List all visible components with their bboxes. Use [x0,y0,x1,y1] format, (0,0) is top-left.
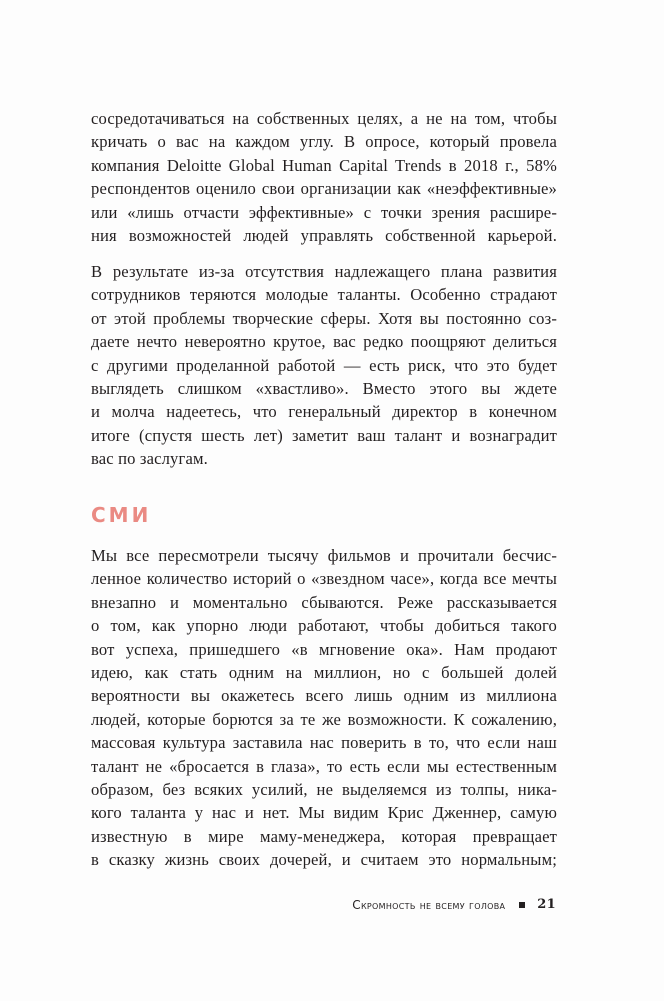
paragraph-3 [91,544,557,871]
text-line: людей, которые борются за те же возможности. К сожалению, [91,709,557,729]
text-line: Мы все пересмотрели тысячу фильмов и прочитали бесчис- [91,546,557,565]
text-line: респондентов оценило свои организации как «неэффективные» [91,179,557,199]
text-line: даете нечто невероятно крутое, вас редко поощряют делиться [91,332,557,352]
text-line: ленное количество историй о «звездном часе», когда все мечты [91,569,557,589]
section-heading: СМИ [91,503,152,527]
text-line: известную в мире маму-менеджера, которая превращает [91,826,557,846]
text-line: с другими проделанной работой — есть риск, что это будет [91,355,557,375]
text-line: внезапно и моментально сбываются. Реже рассказывается [91,592,557,612]
text-line: или «лишь отчасти эффективные» с точки зрения расшире- [91,202,557,222]
text-line: кого таланта у нас и нет. Мы видим Крис Дженнер, самую [91,803,557,823]
page-number: 21 [537,897,556,912]
page-footer [352,897,556,912]
paragraph-2 [91,260,557,471]
text-line: сотрудников теряются молодые таланты. Особенно страдают [91,285,557,305]
text-line: образом, без всяких усилий, не выделяемся из толпы, ника- [91,779,557,799]
text-line: В результате из-за отсутствия надлежащего плана развития [91,262,557,281]
text-line: идею, как стать одним на миллион, но с большей долей [91,662,557,682]
running-title: Скромность не всему голова [352,897,506,912]
paragraph-1 [91,107,557,247]
text-line: кричать о вас на каждом углу. В опросе, который провела [91,132,557,152]
text-line: сосредотачиваться на собственных целях, а не на том, чтобы [91,109,557,128]
text-line: вот успеха, пришедшего «в мгновение ока». Нам продают [91,639,557,659]
text-line: компания Deloitte Global Human Capital Trends в 2018 г., 58% [91,155,557,175]
text-line: ния возможностей людей управлять собственной карьерой. [91,225,557,245]
text-line: выглядеть слишком «хвастливо». Вместо этого вы ждете [91,378,557,398]
text-line: итоге (спустя шесть лет) заметит ваш талант и вознаградит [91,425,557,445]
text-line: о том, как упорно люди работают, чтобы добиться такого [91,616,557,636]
text-line: талант не «бросается в глаза», то есть если мы естественным [91,756,557,776]
text-line: и молча надеетесь, что генеральный директор в конечном [91,402,557,422]
square-bullet-icon [519,902,525,908]
text-line: от этой проблемы творческие сферы. Хотя вы постоянно соз- [91,308,557,328]
text-line: массовая культура заставила нас поверить в то, что если наш [91,733,557,753]
text-line: вероятности вы окажетесь всего лишь одним из миллиона [91,686,557,706]
text-line: вас по заслугам. [91,449,208,469]
text-line: в сказку жизнь своих дочерей, и считаем это нормальным; [91,850,557,870]
